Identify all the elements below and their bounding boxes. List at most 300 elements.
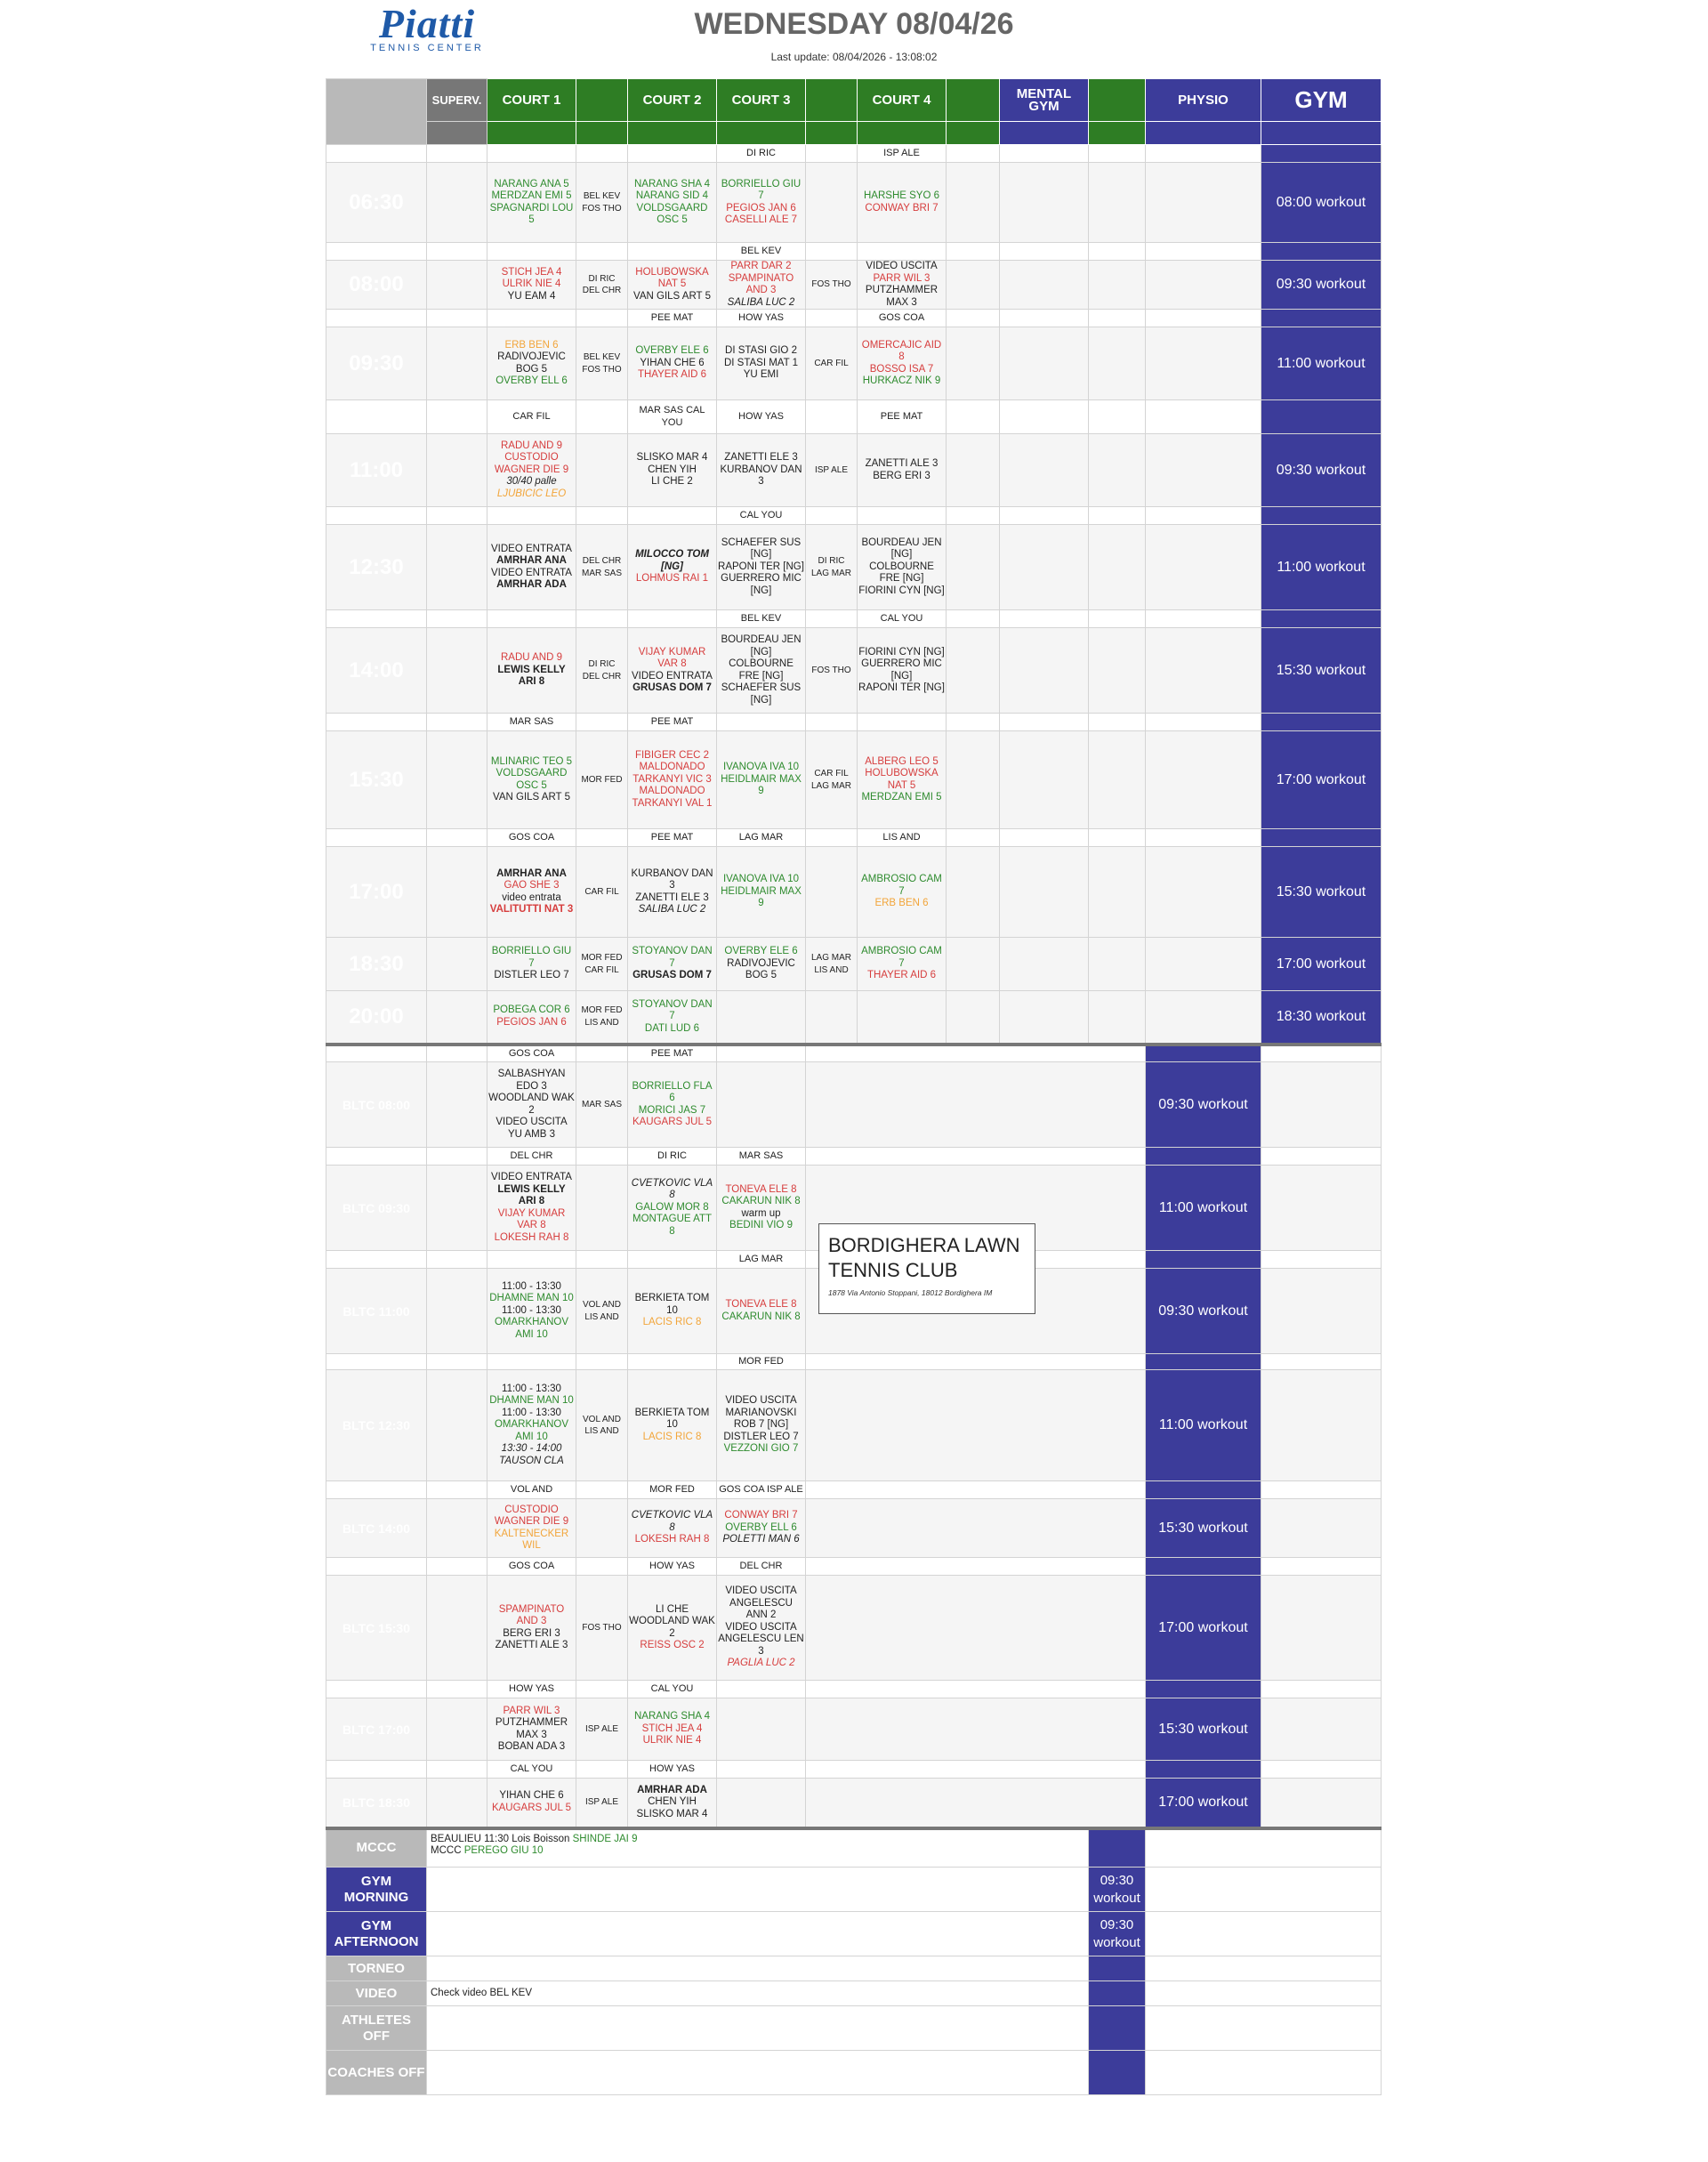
- time-slot-row: [326, 327, 1382, 400]
- player-entry: CVETKOVIC VLA 8: [631, 1177, 713, 1201]
- player-entry: RADU AND 9: [500, 440, 563, 451]
- logo-subtitle: TENNIS CENTER: [370, 43, 484, 53]
- player-entry: ERB BEN 6: [504, 339, 559, 351]
- supervisor-name: LIS AND: [814, 964, 849, 975]
- player-entry: ZANETTI ALE 3: [495, 1640, 568, 1650]
- player-entry: BERKIETA TOM 10: [634, 1407, 710, 1431]
- gym-workout: 09:30 workout: [1261, 434, 1382, 507]
- col-court4: COURT 4: [858, 79, 947, 122]
- slot-time: 08:00: [326, 261, 427, 310]
- sup-court1: [487, 243, 576, 261]
- supervisor-name: ISP ALE: [584, 1797, 619, 1807]
- player-entry: BEDINI VIO 9: [729, 1220, 793, 1230]
- supervisor-name: LIS AND: [584, 1017, 619, 1028]
- player-entry: LACIS RIC 8: [642, 1317, 702, 1328]
- supervisor-row: [326, 310, 1382, 327]
- supervisor-name: CAR FIL: [584, 886, 619, 897]
- sup-court1: CAL YOU: [487, 1761, 576, 1779]
- gym-workout: 17:00 workout: [1261, 731, 1382, 829]
- time-slot-row: [326, 938, 1382, 991]
- sup-court3: MOR FED: [717, 1354, 806, 1370]
- col-court3: COURT 3: [717, 79, 806, 122]
- player-entry: COLBOURNE FRE [NG]: [729, 658, 794, 682]
- gym-workout: 08:00 workout: [1261, 163, 1382, 243]
- player-entry: BOSSO ISA 7: [869, 363, 934, 375]
- player-entry: OVERBY ELE 6: [635, 345, 709, 357]
- player-entry: OMARKHANOV AMI 10: [494, 1419, 569, 1442]
- player-entry: AMRHAR ANA: [496, 555, 567, 566]
- player-entry: ULRIK NIE 4: [502, 278, 561, 290]
- video-label: VIDEO: [326, 1981, 427, 2006]
- player-entry: PAGLIA LUC 2: [727, 1658, 795, 1669]
- player-entry: KAUGARS JUL 5: [632, 1117, 713, 1127]
- supervisor-name: FOS THO: [811, 665, 851, 675]
- supervisor-name: DEL CHR: [582, 286, 622, 295]
- col-physio: PHYSIO: [1146, 79, 1261, 122]
- torneo-label: TORNEO: [326, 1956, 427, 1981]
- supervisor-name: LIS AND: [584, 1426, 619, 1436]
- column-header-row: [326, 79, 1382, 122]
- sup-court4: [858, 714, 947, 731]
- player-entry: PARR WIL 3: [873, 272, 931, 284]
- slot-time: 11:00: [326, 434, 427, 507]
- sup-court3: [717, 1761, 806, 1779]
- slot-time: 20:00: [326, 991, 427, 1045]
- time-slot-row: [326, 525, 1382, 610]
- bltc-slot-time: BLTC 12:30: [326, 1370, 427, 1481]
- col-superv: SUPERV.: [427, 79, 487, 122]
- supervisor-name: MAR SAS: [581, 1099, 622, 1109]
- player-entry: NARANG SHA 4: [634, 178, 710, 190]
- sup-court1: GOS COA: [487, 1045, 576, 1062]
- sup-court4: [858, 507, 947, 525]
- player-entry: SALBASHYAN EDO 3: [497, 1069, 566, 1092]
- player-entry: DISTLER LEO 7: [494, 970, 569, 981]
- player-entry: FIORINI CYN [NG]: [858, 646, 945, 657]
- player-entry: CUSTODIO WAGNER DIE 9: [494, 452, 569, 475]
- player-entry: PEGIOS JAN 6: [726, 202, 796, 214]
- supervisor-name: MOR FED: [581, 774, 623, 785]
- player-entry: OVERBY ELE 6: [724, 946, 798, 957]
- slot-time: 18:30: [326, 938, 427, 991]
- bltc-slot-time: BLTC 18:30: [326, 1779, 427, 1828]
- player-entry: ALBERG LEO 5: [865, 755, 939, 767]
- player-entry: MORICI JAS 7: [638, 1104, 706, 1116]
- sup-court1: [487, 145, 576, 163]
- player-entry: HURKACZ NIK 9: [862, 375, 941, 386]
- player-entry: BOURDEAU JEN [NG]: [721, 634, 802, 657]
- coaches-off-row: [326, 2051, 1382, 2095]
- mccc-row: MCCC BEAULIEU 11:30 Lois Boisson SHINDE JAI 9 MCCC PEREGO GIU 10: [326, 1828, 1382, 1868]
- sup-court2: HOW YAS: [628, 1558, 717, 1576]
- player-entry: PARR WIL 3: [503, 1705, 560, 1716]
- sup-court1: [487, 1251, 576, 1269]
- player-entry: 11:00 - 13:30: [502, 1280, 561, 1292]
- col-court3-sup: [806, 79, 858, 122]
- player-entry: SALIBA LUC 2: [727, 296, 795, 308]
- player-entry: PEGIOS JAN 6: [496, 1016, 567, 1028]
- sup-court2: PEE MAT: [628, 1045, 717, 1062]
- time-header: [326, 79, 427, 145]
- bltc-club-address: 1878 Via Antonio Stoppani, 18012 Bordighera IM: [828, 1288, 993, 1297]
- player-entry: VIDEO ENTRATA: [632, 670, 713, 682]
- player-entry: warm up: [741, 1207, 781, 1219]
- sup-court3: DI RIC: [717, 145, 806, 163]
- sup-court2: PEE MAT: [628, 714, 717, 731]
- supervisor-name: DEL CHR: [582, 671, 622, 682]
- supervisor-name: MOR FED: [581, 1005, 623, 1016]
- player-entry: SALIBA LUC 2: [638, 904, 706, 915]
- sup-court2: [628, 1354, 717, 1370]
- player-entry: RAPONI TER [NG]: [858, 682, 945, 693]
- gym-workout: 15:30 workout: [1261, 628, 1382, 714]
- player-entry: OVERBY ELL 6: [725, 1521, 797, 1533]
- piatti-logo: [360, 1, 494, 53]
- page-header: [0, 0, 1708, 78]
- player-entry: GRUSAS DOM 7: [632, 970, 712, 981]
- bltc-slot-time: BLTC 09:30: [326, 1166, 427, 1251]
- player-entry: VIDEO ENTRATA: [491, 567, 572, 578]
- player-entry: WOODLAND WAK 2: [629, 1616, 715, 1639]
- supervisor-row: [326, 243, 1382, 261]
- player-entry: YU EAM 4: [507, 290, 556, 302]
- sup-court2: HOW YAS: [628, 1761, 717, 1779]
- supervisor-name: DI RIC: [588, 273, 616, 284]
- physio-workout: 15:30 workout: [1146, 1499, 1261, 1558]
- mccc-label: MCCC: [326, 1828, 427, 1868]
- player-entry: YIHAN CHE 6: [640, 357, 705, 368]
- player-entry: GRUSAS DOM 7: [632, 682, 712, 693]
- player-entry: SPAMPINATO AND 3: [498, 1603, 565, 1626]
- physio-workout: 11:00 workout: [1146, 1166, 1261, 1251]
- player-entry: IVANOVA IVA 10: [722, 762, 799, 773]
- sup-court3: BEL KEV: [717, 610, 806, 628]
- athletes-off-label: ATHLETES OFF: [326, 2006, 427, 2051]
- player-entry: STICH JEA 4: [501, 266, 562, 278]
- player-entry: LOHMUS RAI 1: [635, 573, 709, 585]
- player-entry: KURBANOV DAN 3: [720, 464, 802, 488]
- player-entry: RAPONI TER [NG]: [718, 561, 804, 572]
- physio-workout: 15:30 workout: [1146, 1698, 1261, 1761]
- sup-court2: PEE MAT: [628, 829, 717, 847]
- supervisor-name: MOR FED: [581, 953, 623, 963]
- player-entry: TONEVA ELE 8: [725, 1299, 797, 1310]
- torneo-row: [326, 1956, 1382, 1981]
- bltc-slot-row: [326, 1698, 1382, 1761]
- player-entry: STICH JEA 4: [641, 1722, 703, 1734]
- player-entry: HEIDLMAIR MAX 9: [721, 773, 802, 797]
- player-entry: BERG ERI 3: [873, 470, 931, 481]
- sup-court1: MAR SAS: [487, 714, 576, 731]
- sup-court1: [487, 310, 576, 327]
- player-entry: MERDZAN EMI 5: [491, 190, 572, 201]
- physio-workout: 11:00 workout: [1146, 1370, 1261, 1481]
- supervisor-name: VOL AND: [583, 1300, 621, 1310]
- bltc-slot-time: BLTC 17:00: [326, 1698, 427, 1761]
- col-mental-gym: MENTAL GYM: [1000, 79, 1089, 122]
- player-entry: DISTLER LEO 7: [723, 1431, 799, 1442]
- col-court2: COURT 2: [628, 79, 717, 122]
- gym-workout: 11:00 workout: [1261, 327, 1382, 400]
- supervisor-row: [326, 610, 1382, 628]
- player-entry: RADIVOJEVIC BOG 5: [727, 957, 795, 981]
- slot-time: 09:30: [326, 327, 427, 400]
- player-entry: LEWIS KELLY ARI 8: [497, 1183, 566, 1206]
- supervisor-name: FOS THO: [582, 364, 622, 375]
- slot-time: 06:30: [326, 163, 427, 243]
- player-entry: SPAMPINATO AND 3: [728, 272, 794, 295]
- player-entry: LOKESH RAH 8: [494, 1231, 569, 1243]
- player-entry: VIDEO USCITA: [866, 261, 938, 271]
- supervisor-name: DI RIC: [818, 556, 845, 566]
- supervisor-name: BEL KEV: [583, 191, 621, 201]
- sup-court3: BEL KEV: [717, 243, 806, 261]
- time-slot-row: [326, 163, 1382, 243]
- sup-court2: DI RIC: [628, 1148, 717, 1166]
- logo-wordmark: Piatti: [378, 1, 476, 46]
- schedule-table: [326, 78, 1382, 2095]
- sup-court2: [628, 507, 717, 525]
- sup-court4: [858, 243, 947, 261]
- gym-morning-label: GYM MORNING: [326, 1868, 427, 1912]
- bltc-club-box: [818, 1223, 1035, 1314]
- supervisor-name: BEL KEV: [583, 352, 621, 362]
- supervisor-name: CAR FIL: [584, 964, 619, 975]
- athletes-off-row: [326, 2006, 1382, 2051]
- player-entry: MALDONADO TARKANYI VAL 1: [632, 786, 713, 809]
- time-slot-row: [326, 991, 1382, 1045]
- supervisor-name: FOS THO: [582, 1622, 622, 1633]
- sup-court3: [717, 1681, 806, 1698]
- player-entry: HOLUBOWSKA NAT 5: [635, 266, 709, 290]
- sup-court1: CAR FIL: [487, 400, 576, 434]
- player-entry: THAYER AID 6: [637, 369, 707, 381]
- sup-court3: GOS COA ISP ALE: [717, 1481, 806, 1499]
- sup-court1: [487, 507, 576, 525]
- player-entry: AMBROSIO CAM 7: [861, 874, 942, 897]
- player-entry: PUTZHAMMER MAX 3: [865, 285, 939, 308]
- player-entry: VALITUTTI NAT 3: [489, 904, 574, 915]
- player-entry: FIORINI CYN [NG]: [858, 585, 945, 596]
- time-slot-row: [326, 731, 1382, 829]
- player-entry: CAKARUN NIK 8: [721, 1311, 801, 1322]
- sup-court3: DEL CHR: [717, 1558, 806, 1576]
- player-entry: MILOCCO TOM [NG]: [635, 549, 709, 572]
- sup-court3: HOW YAS: [717, 310, 806, 327]
- player-entry: LOKESH RAH 8: [634, 1534, 710, 1545]
- player-entry: IVANOVA IVA 10: [722, 874, 799, 885]
- bltc-slot-row: [326, 1062, 1382, 1148]
- player-entry: CHEN YIH: [648, 1796, 697, 1807]
- supervisor-name: DEL CHR: [582, 556, 622, 566]
- sup-court2: [628, 145, 717, 163]
- page-title: WEDNESDAY 08/04/26: [694, 7, 1014, 41]
- player-entry: DHAMNE MAN 10: [489, 1395, 574, 1407]
- gym-workout: 15:30 workout: [1261, 847, 1382, 938]
- sup-court1: [487, 1354, 576, 1370]
- physio-workout: 17:00 workout: [1146, 1779, 1261, 1828]
- supervisor-name: ISP ALE: [814, 464, 849, 475]
- player-entry: BOURDEAU JEN [NG]: [861, 536, 942, 561]
- last-update: Last update: 08/04/2026 - 13:08:02: [770, 51, 938, 63]
- player-entry: ERB BEN 6: [874, 898, 929, 909]
- player-entry: CONWAY BRI 7: [865, 202, 939, 214]
- player-entry: REISS OSC 2: [640, 1640, 705, 1650]
- sup-court2: [628, 1251, 717, 1269]
- player-entry: AMRHAR ANA: [496, 867, 567, 879]
- player-entry: 11:00 - 13:30: [502, 1304, 561, 1316]
- sup-court1: DEL CHR: [487, 1148, 576, 1166]
- player-entry: POLETTI MAN 6: [722, 1534, 800, 1545]
- sup-court3: LAG MAR: [717, 829, 806, 847]
- player-entry: BERKIETA TOM 10: [634, 1293, 710, 1316]
- player-entry: WOODLAND WAK 2: [488, 1093, 575, 1116]
- player-entry: MERDZAN EMI 5: [861, 792, 942, 803]
- player-entry: MONTAGUE ATT 8: [632, 1214, 713, 1237]
- player-entry: YU EMI: [743, 369, 779, 381]
- player-entry: LI CHE 2: [651, 476, 693, 488]
- bltc-slot-time: BLTC 08:00: [326, 1062, 427, 1148]
- supervisor-name: LIS AND: [584, 1311, 619, 1322]
- player-entry: SPAGNARDI LOU 5: [489, 202, 574, 225]
- sup-court1: [487, 610, 576, 628]
- player-entry: SLISKO MAR 4: [636, 1808, 708, 1819]
- bltc-supervisor-row: [326, 1148, 1382, 1166]
- supervisor-row: [326, 507, 1382, 525]
- player-entry: VAN GILS ART 5: [493, 792, 570, 803]
- supervisor-name: LAG MAR: [810, 953, 851, 963]
- player-entry: CONWAY BRI 7: [724, 1510, 798, 1521]
- player-entry: LI CHE: [655, 1603, 689, 1615]
- col-court1: COURT 1: [487, 79, 576, 122]
- player-entry: VIJAY KUMAR VAR 8: [638, 646, 706, 669]
- col-extra: [1089, 79, 1146, 122]
- gym-afternoon-label: GYM AFTERNOON: [326, 1912, 427, 1956]
- player-entry: CUSTODIO WAGNER DIE 9: [494, 1504, 569, 1527]
- supervisor-name: MAR SAS: [581, 568, 622, 578]
- coaches-off-label: COACHES OFF: [326, 2051, 427, 2095]
- player-entry: FIBIGER CEC 2: [634, 749, 710, 761]
- gym-workout: 09:30 workout: [1261, 261, 1382, 310]
- player-entry: MALDONADO TARKANYI VIC 3: [632, 762, 712, 785]
- player-entry: GALOW MOR 8: [635, 1201, 709, 1213]
- player-entry: 11:00 - 13:30: [502, 1407, 561, 1418]
- sup-court2: PEE MAT: [628, 310, 717, 327]
- player-entry: DI STASI GIO 2: [725, 345, 797, 357]
- supervisor-name: CAR FIL: [814, 769, 849, 778]
- player-entry: CASELLI ALE 7: [724, 214, 798, 225]
- bltc-supervisor-row: [326, 1045, 1382, 1062]
- player-entry: DHAMNE MAN 10: [489, 1293, 574, 1304]
- sup-court2: CAL YOU: [628, 1681, 717, 1698]
- sup-court4: CAL YOU: [858, 610, 947, 628]
- slot-time: 14:00: [326, 628, 427, 714]
- player-entry: VIDEO USCITA YU AMB 3: [495, 1117, 568, 1140]
- player-entry: ZANETTI ALE 3: [865, 458, 939, 469]
- player-entry: 30/40 palle: [506, 476, 557, 488]
- player-entry: NARANG ANA 5: [494, 178, 569, 190]
- player-entry: TONEVA ELE 8: [725, 1183, 797, 1195]
- sup-court1: GOS COA: [487, 1558, 576, 1576]
- player-entry: KAUGARS JUL 5: [491, 1802, 572, 1813]
- player-entry: NARANG SID 4: [635, 190, 709, 201]
- sup-court3: HOW YAS: [717, 400, 806, 434]
- player-entry: COLBOURNE FRE [NG]: [869, 561, 934, 585]
- player-entry: BOBAN ADA 3: [497, 1741, 566, 1752]
- player-entry: BORRIELLO GIU 7: [491, 946, 572, 969]
- player-entry: ZANETTI ELE 3: [635, 891, 709, 903]
- sup-court1: VOL AND: [487, 1481, 576, 1499]
- player-entry: VIDEO USCITA MARIANOVSKI ROB 7 [NG]: [725, 1395, 797, 1431]
- player-entry: MLINARIC TEO 5: [490, 755, 573, 767]
- player-entry: NARANG SHA 4: [634, 1711, 710, 1722]
- video-note: Check video BEL KEV: [427, 1981, 1089, 2006]
- player-entry: VIDEO USCITA ANGELESCU LEN 3: [718, 1621, 804, 1657]
- sup-court4: PEE MAT: [858, 400, 947, 434]
- physio-workout: 09:30 workout: [1146, 1269, 1261, 1354]
- player-entry: ZANETTI ELE 3: [724, 452, 798, 464]
- supervisor-name: ISP ALE: [584, 1723, 619, 1734]
- player-entry: CAKARUN NIK 8: [721, 1196, 801, 1206]
- player-entry: DI STASI MAT 1: [723, 357, 799, 368]
- player-entry: OMARKHANOV AMI 10: [494, 1317, 569, 1340]
- player-entry: HARSHE SYO 6: [864, 190, 939, 201]
- player-entry: SCHAEFER SUS [NG]: [721, 682, 802, 706]
- player-entry: SLISKO MAR 4: [636, 452, 708, 464]
- player-entry: VIDEO ENTRATA: [491, 543, 572, 554]
- gym-morning-value: 09:30 workout: [1089, 1868, 1146, 1912]
- bltc-slot-row: [326, 1576, 1382, 1681]
- player-entry: HOLUBOWSKA NAT 5: [865, 768, 939, 791]
- sup-court1: GOS COA: [487, 829, 576, 847]
- slot-time: 17:00: [326, 847, 427, 938]
- player-entry: VEZZONI GIO 7: [723, 1443, 799, 1455]
- supervisor-name: FOS THO: [582, 203, 622, 214]
- player-entry: STOYANOV DAN 7: [632, 998, 713, 1021]
- player-entry: OMERCAJIC AID 8: [861, 339, 942, 362]
- player-entry: CVETKOVIC VLA 8: [631, 1510, 713, 1533]
- bltc-slot-row: [326, 1779, 1382, 1828]
- player-entry: SCHAEFER SUS [NG]: [721, 536, 802, 561]
- player-entry: AMBROSIO CAM 7: [861, 946, 942, 969]
- sup-court1: HOW YAS: [487, 1681, 576, 1698]
- sup-court3: [717, 1045, 806, 1062]
- player-entry: VOLDSGAARD OSC 5: [495, 768, 568, 791]
- sup-court3: [717, 714, 806, 731]
- player-entry: CHEN YIH: [648, 464, 697, 475]
- supervisor-name: CAR FIL: [814, 358, 849, 368]
- player-entry: VIJAY KUMAR VAR 8: [497, 1207, 566, 1230]
- gym-workout: 17:00 workout: [1261, 938, 1382, 991]
- bltc-slot-time: BLTC 14:00: [326, 1499, 427, 1558]
- supervisor-row: [326, 829, 1382, 847]
- bltc-slot-row: [326, 1370, 1382, 1481]
- player-entry: GUERRERO MIC [NG]: [861, 658, 942, 682]
- bltc-slot-time: BLTC 15:30: [326, 1576, 427, 1681]
- player-entry: KURBANOV DAN 3: [631, 867, 713, 891]
- player-entry: VIDEO USCITA ANGELESCU ANN 2: [725, 1585, 797, 1621]
- bltc-supervisor-row: [326, 1558, 1382, 1576]
- gym-workout: 18:30 workout: [1261, 991, 1382, 1045]
- video-row: [326, 1981, 1382, 2006]
- sup-court2: [628, 243, 717, 261]
- bltc-slot-time: BLTC 11:00: [326, 1269, 427, 1354]
- player-entry: STOYANOV DAN 7: [632, 946, 713, 969]
- player-entry: YIHAN CHE 6: [499, 1790, 564, 1802]
- supervisor-row: [326, 714, 1382, 731]
- player-entry: RADU AND 9: [500, 652, 563, 664]
- player-entry: POBEGA COR 6: [493, 1004, 570, 1016]
